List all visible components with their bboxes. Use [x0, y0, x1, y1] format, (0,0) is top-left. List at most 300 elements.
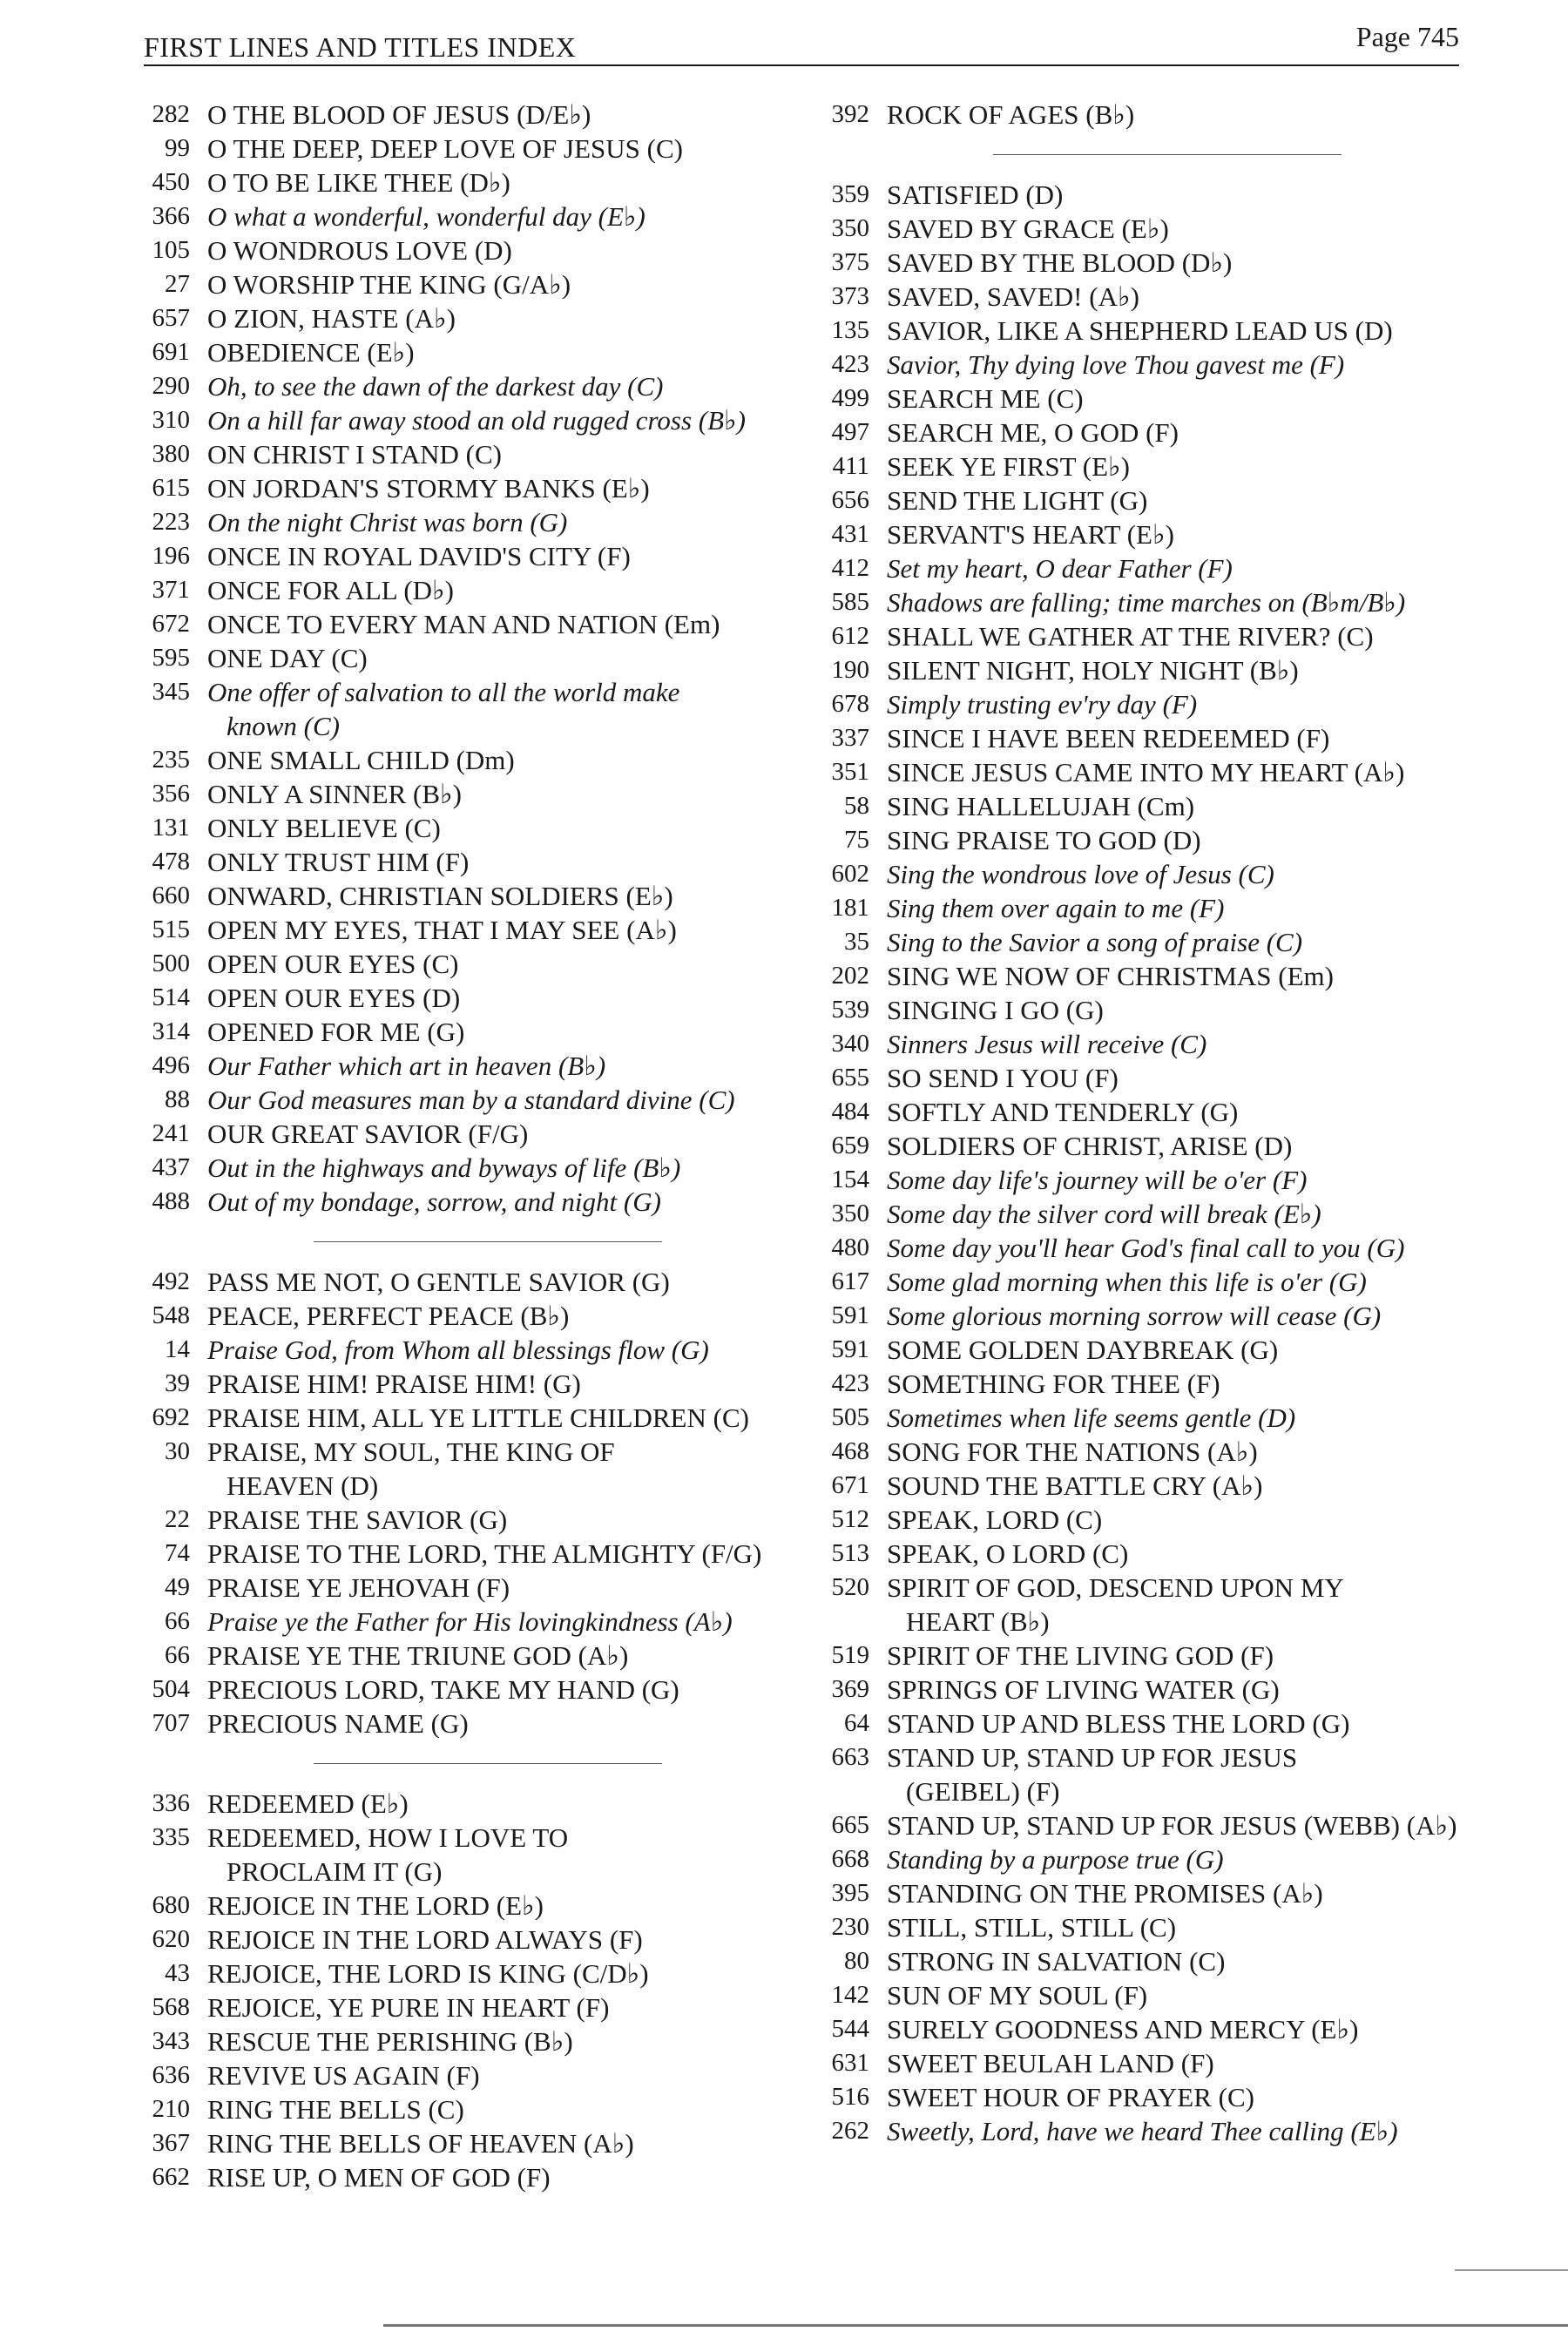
- entry-text: O WORSHIP THE KING (G/A♭): [207, 269, 571, 300]
- index-entry: [131, 233, 819, 267]
- hymn-number: 356: [152, 780, 190, 808]
- hymn-number: 181: [831, 894, 869, 922]
- index-entry: [131, 1639, 819, 1673]
- hymn-number: 351: [831, 758, 869, 786]
- entry-text: RESCUE THE PERISHING (B♭): [207, 2026, 573, 2057]
- hymn-title: [887, 1537, 1498, 1571]
- index-entry: [810, 416, 1498, 449]
- index-entry: [131, 1707, 819, 1740]
- hymn-title: [207, 1503, 819, 1537]
- hymn-number: 678: [831, 690, 869, 718]
- first-line: [207, 675, 819, 743]
- index-entry: [810, 1401, 1498, 1435]
- entry-text: Praise ye the Father for His lovingkindness (A♭): [207, 1606, 733, 1637]
- hymn-title: [887, 755, 1498, 789]
- index-entry: [131, 1265, 819, 1299]
- index-entry: [810, 1673, 1498, 1707]
- hymn-number: 520: [831, 1573, 869, 1601]
- index-entry: [810, 1163, 1498, 1197]
- entry-text: OUR GREAT SAVIOR (F/G): [207, 1119, 529, 1149]
- first-line: [887, 551, 1498, 585]
- entry-text: SING PRAISE TO GOD (D): [887, 825, 1201, 855]
- hymn-number: 499: [831, 384, 869, 412]
- entry-text: SO SEND I YOU (F): [887, 1063, 1119, 1093]
- hymn-title: [207, 743, 819, 777]
- index-title: FIRST LINES AND TITLES INDEX: [144, 31, 577, 63]
- entry-text: Oh, to see the dawn of the darkest day (C): [207, 371, 664, 402]
- index-entry: [810, 1537, 1498, 1571]
- hymn-title: [887, 1469, 1498, 1503]
- entry-text: PRAISE, MY SOUL, THE KING OF: [207, 1436, 615, 1467]
- index-entry: [131, 1185, 819, 1219]
- entry-text: SPEAK, LORD (C): [887, 1504, 1103, 1535]
- entry-text: O WONDROUS LOVE (D): [207, 235, 512, 266]
- hymn-number: 350: [831, 1200, 869, 1227]
- index-entry: [131, 2058, 819, 2092]
- hymn-number: 131: [152, 814, 190, 841]
- entry-text: PRAISE YE THE TRIUNE GOD (A♭): [207, 1640, 629, 1671]
- hymn-title: [887, 959, 1498, 993]
- index-entry: [131, 199, 819, 233]
- entry-text: SPIRIT OF THE LIVING GOD (F): [887, 1640, 1274, 1671]
- hymn-number: 380: [152, 440, 190, 468]
- hymn-number: 340: [831, 1030, 869, 1058]
- entry-text: O THE BLOOD OF JESUS (D/E♭): [207, 99, 591, 130]
- index-entry: [131, 1787, 819, 1821]
- entry-text: REJOICE, THE LORD IS KING (C/D♭): [207, 1958, 649, 1989]
- hymn-number: 585: [831, 588, 869, 616]
- entry-text: PRAISE HIM, ALL YE LITTLE CHILDREN (C): [207, 1402, 749, 1433]
- entry-text: Our Father which art in heaven (B♭): [207, 1051, 606, 1081]
- index-entry: [810, 789, 1498, 823]
- index-entry: [131, 335, 819, 369]
- index-entry: [810, 2114, 1498, 2148]
- hymn-title: [207, 607, 819, 641]
- entry-text: Simply trusting ev'ry day (F): [887, 689, 1198, 720]
- index-entry: [131, 301, 819, 335]
- hymn-title: [887, 1978, 1498, 2012]
- hymn-number: 548: [152, 1301, 190, 1329]
- hymn-number: 371: [152, 576, 190, 604]
- entry-text: REJOICE IN THE LORD (E♭): [207, 1890, 544, 1921]
- hymn-title: [887, 1944, 1498, 1978]
- entry-text: ONE SMALL CHILD (Dm): [207, 745, 515, 775]
- hymn-title: [207, 1821, 819, 1889]
- index-entry: [131, 2092, 819, 2126]
- hymn-number: 514: [152, 983, 190, 1011]
- hymn-title: [207, 879, 819, 913]
- index-entry: [810, 2080, 1498, 2114]
- hymn-number: 345: [152, 678, 190, 706]
- hymn-number: 350: [831, 214, 869, 242]
- hymn-title: [207, 2126, 819, 2160]
- hymn-title: [887, 98, 1498, 132]
- index-entry: [810, 1469, 1498, 1503]
- index-entry: [131, 1537, 819, 1571]
- hymn-number: 210: [152, 2095, 190, 2123]
- index-entry: [131, 947, 819, 981]
- hymn-title: [207, 1571, 819, 1605]
- hymn-title: [207, 1787, 819, 1821]
- index-entry: [131, 1673, 819, 1707]
- index-entry: [810, 687, 1498, 721]
- hymn-number: 22: [165, 1505, 190, 1533]
- hymn-number: 612: [831, 622, 869, 650]
- index-entry: [810, 891, 1498, 925]
- hymn-number: 343: [152, 2027, 190, 2055]
- hymn-number: 636: [152, 2061, 190, 2089]
- hymn-number: 373: [831, 282, 869, 310]
- hymn-number: 142: [831, 1981, 869, 2009]
- index-entry: [131, 369, 819, 403]
- entry-text: PEACE, PERFECT PEACE (B♭): [207, 1301, 570, 1331]
- first-line: [207, 1083, 819, 1117]
- entry-continuation: (GEIBEL) (F): [906, 1776, 1060, 1807]
- hymn-title: [207, 1435, 819, 1503]
- index-entry: [810, 98, 1498, 132]
- first-line: [887, 1842, 1498, 1876]
- index-entry: [131, 1151, 819, 1185]
- entry-text: OPENED FOR ME (G): [207, 1017, 465, 1047]
- entry-text: On a hill far away stood an old rugged cross (B♭): [207, 405, 746, 436]
- group-separator: [314, 1241, 662, 1242]
- entry-text: Some day you'll hear God's final call to you (G): [887, 1233, 1405, 1263]
- index-entry: [810, 1435, 1498, 1469]
- hymn-title: [207, 335, 819, 369]
- index-entry: [810, 857, 1498, 891]
- page-header: [144, 21, 1459, 66]
- hymn-number: 691: [152, 338, 190, 366]
- hymn-title: [887, 382, 1498, 416]
- entry-text: SPIRIT OF GOD, DESCEND UPON MY: [887, 1572, 1344, 1603]
- hymn-number: 27: [165, 270, 190, 298]
- hymn-title: [887, 1571, 1498, 1639]
- entry-text: STRONG IN SALVATION (C): [887, 1946, 1226, 1977]
- first-line: [207, 1333, 819, 1367]
- index-entry: [131, 913, 819, 947]
- entry-text: SERVANT'S HEART (E♭): [887, 519, 1174, 550]
- hymn-number: 665: [831, 1811, 869, 1839]
- hymn-title: [887, 1435, 1498, 1469]
- index-entry: [131, 607, 819, 641]
- index-entry: [810, 449, 1498, 483]
- hymn-title: [207, 2058, 819, 2092]
- index-entry: [131, 743, 819, 777]
- hymn-title: [207, 437, 819, 471]
- hymn-title: [887, 517, 1498, 551]
- hymn-number: 395: [831, 1879, 869, 1907]
- hymn-title: [207, 947, 819, 981]
- hymn-number: 500: [152, 950, 190, 977]
- entry-text: Out of my bondage, sorrow, and night (G): [207, 1186, 661, 1217]
- entry-text: Shadows are falling; time marches on (B♭m/B♭): [887, 587, 1406, 618]
- entry-text: SWEET BEULAH LAND (F): [887, 2048, 1214, 2078]
- hymn-number: 497: [831, 418, 869, 446]
- hymn-number: 80: [844, 1947, 869, 1975]
- index-entry: [131, 1957, 819, 1990]
- index-entry: [131, 505, 819, 539]
- index-entry: [131, 573, 819, 607]
- hymn-title: [207, 1401, 819, 1435]
- entry-text: STAND UP, STAND UP FOR JESUS: [887, 1742, 1298, 1773]
- hymn-title: [207, 573, 819, 607]
- index-entry: [810, 1808, 1498, 1842]
- hymn-number: 659: [831, 1132, 869, 1159]
- hymn-number: 335: [152, 1823, 190, 1851]
- hymn-title: [887, 1910, 1498, 1944]
- index-entry: [810, 959, 1498, 993]
- first-line: [887, 687, 1498, 721]
- index-entry: [131, 777, 819, 811]
- index-entry: [131, 1503, 819, 1537]
- hymn-number: 431: [831, 520, 869, 548]
- index-entry: [810, 1639, 1498, 1673]
- entry-text: Sometimes when life seems gentle (D): [887, 1402, 1296, 1433]
- index-entry: [131, 437, 819, 471]
- hymn-number: 595: [152, 644, 190, 672]
- hymn-number: 450: [152, 168, 190, 196]
- hymn-title: [887, 178, 1498, 212]
- hymn-number: 262: [831, 2117, 869, 2145]
- index-entry: [810, 721, 1498, 755]
- entry-text: SAVED BY THE BLOOD (D♭): [887, 247, 1233, 278]
- entry-text: STAND UP, STAND UP FOR JESUS (WEBB) (A♭): [887, 1810, 1457, 1841]
- index-entry: [810, 1095, 1498, 1129]
- entry-text: PRECIOUS NAME (G): [207, 1708, 469, 1739]
- hymn-number: 668: [831, 1845, 869, 1873]
- entry-text: SPEAK, O LORD (C): [887, 1538, 1129, 1569]
- hymn-number: 310: [152, 406, 190, 434]
- entry-text: SINGING I GO (G): [887, 995, 1104, 1025]
- entry-text: SEARCH ME, O GOD (F): [887, 417, 1179, 448]
- index-entry: [810, 1333, 1498, 1367]
- entry-text: SOLDIERS OF CHRIST, ARISE (D): [887, 1131, 1293, 1161]
- hymn-title: [207, 1990, 819, 2024]
- first-line: [207, 403, 819, 437]
- hymn-number: 39: [165, 1369, 190, 1397]
- hymn-number: 707: [152, 1709, 190, 1737]
- hymn-title: [887, 1095, 1498, 1129]
- hymn-title: [887, 1061, 1498, 1095]
- entry-text: SOMETHING FOR THEE (F): [887, 1369, 1220, 1399]
- right-column: [810, 98, 1498, 2148]
- index-entry: [131, 845, 819, 879]
- entry-text: SOUND THE BATTLE CRY (A♭): [887, 1470, 1263, 1501]
- entry-text: REJOICE IN THE LORD ALWAYS (F): [207, 1924, 643, 1955]
- entry-text: SONG FOR THE NATIONS (A♭): [887, 1436, 1258, 1467]
- index-entry: [131, 1889, 819, 1923]
- first-line: [207, 1605, 819, 1639]
- entry-text: SEND THE LIGHT (G): [887, 485, 1148, 516]
- first-line: [887, 891, 1498, 925]
- left-column: [131, 98, 819, 2194]
- index-entry: [131, 675, 819, 743]
- hymn-number: 480: [831, 1233, 869, 1261]
- edge-rule: [1455, 2269, 1568, 2271]
- entry-text: RING THE BELLS OF HEAVEN (A♭): [207, 2128, 634, 2159]
- entry-text: ONLY A SINNER (B♭): [207, 779, 462, 809]
- entry-text: OPEN MY EYES, THAT I MAY SEE (A♭): [207, 915, 677, 945]
- hymn-number: 154: [831, 1166, 869, 1193]
- entry-text: Sinners Jesus will receive (C): [887, 1029, 1207, 1059]
- hymn-number: 591: [831, 1335, 869, 1363]
- entry-text: Praise God, from Whom all blessings flow (G): [207, 1335, 709, 1365]
- hymn-title: [887, 2080, 1498, 2114]
- index-entry: [131, 1083, 819, 1117]
- entry-text: PRAISE HIM! PRAISE HIM! (G): [207, 1369, 581, 1399]
- first-line: [207, 199, 819, 233]
- hymn-number: 49: [165, 1573, 190, 1601]
- hymn-number: 412: [831, 554, 869, 582]
- index-entry: [810, 993, 1498, 1027]
- hymn-title: [207, 471, 819, 505]
- index-entry: [131, 1015, 819, 1049]
- hymn-number: 282: [152, 100, 190, 128]
- entry-text: Sweetly, Lord, have we heard Thee calling (E♭): [887, 2116, 1398, 2146]
- header-rule: [144, 64, 1459, 66]
- hymn-title: [207, 1957, 819, 1990]
- hymn-title: [207, 2024, 819, 2058]
- index-entry: [810, 1129, 1498, 1163]
- hymn-number: 411: [832, 452, 869, 480]
- entry-text: OPEN OUR EYES (C): [207, 949, 459, 979]
- entry-text: SOME GOLDEN DAYBREAK (G): [887, 1335, 1279, 1365]
- first-line: [207, 1151, 819, 1185]
- index-entry: [131, 879, 819, 913]
- first-line: [887, 1197, 1498, 1231]
- entry-continuation: PROCLAIM IT (G): [226, 1856, 443, 1887]
- entry-text: Some day life's journey will be o'er (F): [887, 1165, 1308, 1195]
- index-entry: [131, 981, 819, 1015]
- entry-text: PRECIOUS LORD, TAKE MY HAND (G): [207, 1674, 679, 1705]
- index-entry: [810, 619, 1498, 653]
- index-entry: [810, 1944, 1498, 1978]
- hymn-number: 337: [831, 724, 869, 752]
- first-line: [207, 1049, 819, 1083]
- hymn-title: [207, 539, 819, 573]
- entry-text: SPRINGS OF LIVING WATER (G): [887, 1674, 1280, 1705]
- entry-text: ONWARD, CHRISTIAN SOLDIERS (E♭): [207, 881, 673, 911]
- hymn-title: [207, 267, 819, 301]
- entry-text: PRAISE THE SAVIOR (G): [207, 1504, 508, 1535]
- index-entry: [810, 348, 1498, 382]
- hymn-title: [207, 2160, 819, 2194]
- index-entry: [810, 1061, 1498, 1095]
- hymn-title: [207, 1265, 819, 1299]
- entry-text: Sing them over again to me (F): [887, 893, 1225, 923]
- index-entry: [810, 1571, 1498, 1639]
- entry-text: STANDING ON THE PROMISES (A♭): [887, 1878, 1323, 1909]
- entry-text: SEEK YE FIRST (E♭): [887, 451, 1130, 482]
- index-entry: [810, 1027, 1498, 1061]
- hymn-title: [207, 1889, 819, 1923]
- index-entry: [131, 1923, 819, 1957]
- index-entry: [810, 314, 1498, 348]
- index-entry: [810, 1367, 1498, 1401]
- hymn-number: 66: [165, 1641, 190, 1669]
- hymn-title: [887, 1639, 1498, 1673]
- index-entry: [810, 483, 1498, 517]
- entry-text: REJOICE, YE PURE IN HEART (F): [207, 1992, 610, 2023]
- hymn-number: 478: [152, 848, 190, 875]
- index-entry: [131, 471, 819, 505]
- hymn-number: 14: [165, 1335, 190, 1363]
- first-line: [887, 1265, 1498, 1299]
- hymn-title: [887, 653, 1498, 687]
- entry-text: SAVED, SAVED! (A♭): [887, 281, 1139, 312]
- hymn-number: 468: [831, 1437, 869, 1465]
- hymn-title: [207, 301, 819, 335]
- hymn-number: 74: [165, 1539, 190, 1567]
- entry-continuation: known (C): [226, 711, 341, 741]
- index-entry: [810, 823, 1498, 857]
- first-line: [887, 925, 1498, 959]
- hymn-number: 513: [831, 1539, 869, 1567]
- first-line: [887, 1299, 1498, 1333]
- entry-text: Out in the highways and byways of life (B♭): [207, 1152, 681, 1183]
- group-separator: [314, 1763, 662, 1764]
- hymn-number: 367: [152, 2129, 190, 2157]
- index-entry: [131, 132, 819, 166]
- hymn-title: [207, 166, 819, 199]
- index-entry: [810, 1876, 1498, 1910]
- hymn-title: [207, 777, 819, 811]
- index-entry: [810, 653, 1498, 687]
- hymn-number: 615: [152, 474, 190, 502]
- hymn-title: [887, 212, 1498, 246]
- index-entry: [131, 1990, 819, 2024]
- index-entry: [131, 811, 819, 845]
- hymn-number: 492: [152, 1267, 190, 1295]
- hymn-title: [207, 233, 819, 267]
- hymn-number: 591: [831, 1301, 869, 1329]
- hymn-title: [887, 483, 1498, 517]
- hymn-title: [207, 2092, 819, 2126]
- index-entry: [131, 2160, 819, 2194]
- hymn-number: 660: [152, 882, 190, 909]
- hymn-number: 64: [844, 1709, 869, 1737]
- index-entry: [131, 1605, 819, 1639]
- hymn-title: [207, 1015, 819, 1049]
- entry-text: REDEEMED, HOW I LOVE TO: [207, 1822, 569, 1853]
- hymn-title: [887, 314, 1498, 348]
- hymn-number: 662: [152, 2163, 190, 2191]
- hymn-title: [207, 1367, 819, 1401]
- hymn-number: 66: [165, 1607, 190, 1635]
- entry-text: ONE DAY (C): [207, 643, 368, 673]
- index-entry: [810, 551, 1498, 585]
- hymn-title: [887, 416, 1498, 449]
- index-entry: [131, 2024, 819, 2058]
- index-entry: [131, 2126, 819, 2160]
- entry-text: SINCE JESUS CAME INTO MY HEART (A♭): [887, 757, 1405, 787]
- index-entry: [810, 1910, 1498, 1944]
- hymn-number: 655: [831, 1064, 869, 1092]
- hymn-title: [207, 1639, 819, 1673]
- index-entry: [131, 403, 819, 437]
- index-entry: [810, 1740, 1498, 1808]
- first-line: [887, 1401, 1498, 1435]
- index-entry: [810, 382, 1498, 416]
- entry-text: O ZION, HASTE (A♭): [207, 303, 456, 334]
- hymn-number: 235: [152, 746, 190, 774]
- hymn-title: [887, 993, 1498, 1027]
- entry-text: One offer of salvation to all the world make: [207, 677, 680, 707]
- entry-text: ONLY TRUST HIM (F): [207, 847, 470, 877]
- hymn-number: 105: [152, 236, 190, 264]
- entry-text: PRAISE TO THE LORD, THE ALMIGHTY (F/G): [207, 1538, 762, 1569]
- entry-text: O THE DEEP, DEEP LOVE OF JESUS (C): [207, 133, 683, 164]
